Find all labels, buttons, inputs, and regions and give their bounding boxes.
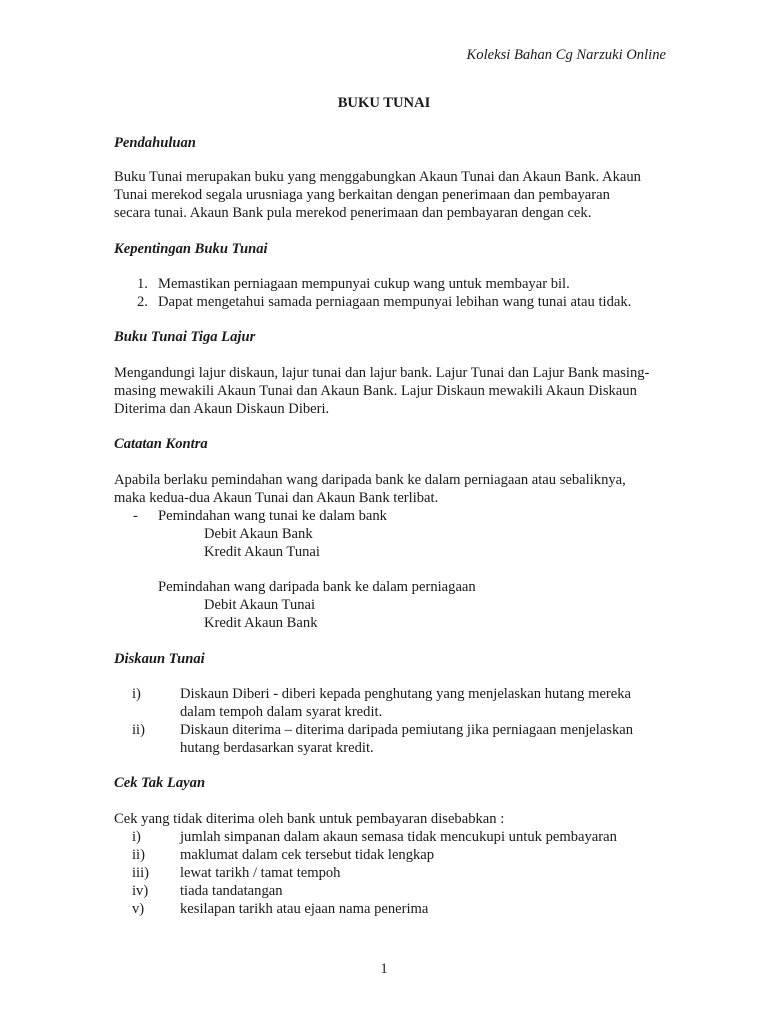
debit-entry: Debit Akaun Tunai (204, 597, 316, 613)
paragraph-pendahuluan (114, 168, 659, 222)
list-number: iv) (132, 883, 149, 899)
list-number: iii) (132, 865, 150, 881)
credit-entry: Kredit Akaun Tunai (204, 544, 320, 560)
journal-entry-deposit (204, 525, 320, 561)
page-title: BUKU TUNAI (337, 95, 431, 111)
list-item (137, 293, 631, 311)
list-text: dalam tempoh dalam syarat kredit. (180, 704, 383, 720)
list-number: i) (132, 686, 141, 702)
journal-entry-withdrawal (204, 596, 318, 632)
numbered-list-kepentingan (137, 275, 631, 311)
heading-catatan-kontra: Catatan Kontra (114, 436, 208, 452)
heading-tiga-lajur: Buku Tunai Tiga Lajur (114, 329, 256, 345)
list-text: jumlah simpanan dalam akaun semasa tidak mencukupi untuk pembayaran (180, 829, 617, 845)
credit-entry: Kredit Akaun Bank (204, 615, 318, 631)
paragraph-line: Buku Tunai merupakan buku yang menggabungkan Akaun Tunai dan Akaun Bank. Akaun (114, 169, 641, 185)
list-number: 1. (137, 276, 148, 292)
contra-case-withdrawal-text: Pemindahan wang daripada bank ke dalam perniagaan (158, 579, 476, 595)
paragraph-line: Apabila berlaku pemindahan wang daripada bank ke dalam perniagaan atau sebaliknya, (114, 472, 626, 488)
heading-pendahuluan: Pendahuluan (114, 135, 196, 151)
list-text: Diskaun Diberi - diberi kepada penghutang yang menjelaskan hutang mereka (180, 686, 632, 702)
contra-case-text: Pemindahan wang tunai ke dalam bank (158, 508, 387, 524)
page-header: Koleksi Bahan Cg Narzuki Online (466, 47, 666, 63)
list-text: maklumat dalam cek tersebut tidak lengkap (180, 847, 435, 863)
paragraph-cek-intro (114, 810, 659, 828)
page-number: 1 (380, 961, 388, 977)
list-text: hutang berdasarkan syarat kredit. (180, 740, 374, 756)
list-text: Memastikan perniagaan mempunyai cukup wang untuk membayar bil. (158, 276, 570, 292)
heading-kepentingan: Kepentingan Buku Tunai (114, 241, 268, 257)
paragraph-line: Mengandungi lajur diskaun, lajur tunai dan lajur bank. Lajur Tunai dan Lajur Bank masing- (114, 365, 650, 381)
paragraph-line: Tunai merekod segala urusniaga yang berkaitan dengan penerimaan dan pembayaran (114, 187, 610, 203)
list-number: i) (132, 829, 141, 845)
paragraph-line: Cek yang tidak diterima oleh bank untuk pembayaran disebabkan : (114, 811, 505, 827)
debit-entry: Debit Akaun Bank (204, 526, 313, 542)
paragraph-line: Diterima dan Akaun Diskaun Diberi. (114, 401, 330, 417)
list-text: Dapat mengetahui samada perniagaan mempunyai lebihan wang tunai atau tidak. (158, 294, 632, 310)
list-number: ii) (132, 722, 145, 738)
paragraph-tiga-lajur (114, 364, 659, 418)
paragraph-line: masing mewakili Akaun Tunai dan Akaun Bank. Lajur Diskaun mewakili Akaun Diskaun (114, 383, 637, 399)
paragraph-catatan-kontra (114, 471, 659, 507)
list-number: ii) (132, 847, 145, 863)
list-item (137, 275, 631, 293)
paragraph-line: maka kedua-dua Akaun Tunai dan Akaun Bank terlibat. (114, 490, 439, 506)
list-text: lewat tarikh / tamat tempoh (180, 865, 341, 881)
heading-cek-tak-layan: Cek Tak Layan (114, 775, 206, 791)
list-number: v) (132, 901, 145, 917)
heading-diskaun-tunai: Diskaun Tunai (114, 651, 205, 667)
list-text: kesilapan tarikh atau ejaan nama penerima (180, 901, 429, 917)
dash-bullet: - (133, 508, 138, 524)
list-number: 2. (137, 294, 148, 310)
list-text: tiada tandatangan (180, 883, 283, 899)
paragraph-line: secara tunai. Akaun Bank pula merekod penerimaan dan pembayaran dengan cek. (114, 205, 592, 221)
list-text: Diskaun diterima – diterima daripada pemiutang jika perniagaan menjelaskan (180, 722, 634, 738)
